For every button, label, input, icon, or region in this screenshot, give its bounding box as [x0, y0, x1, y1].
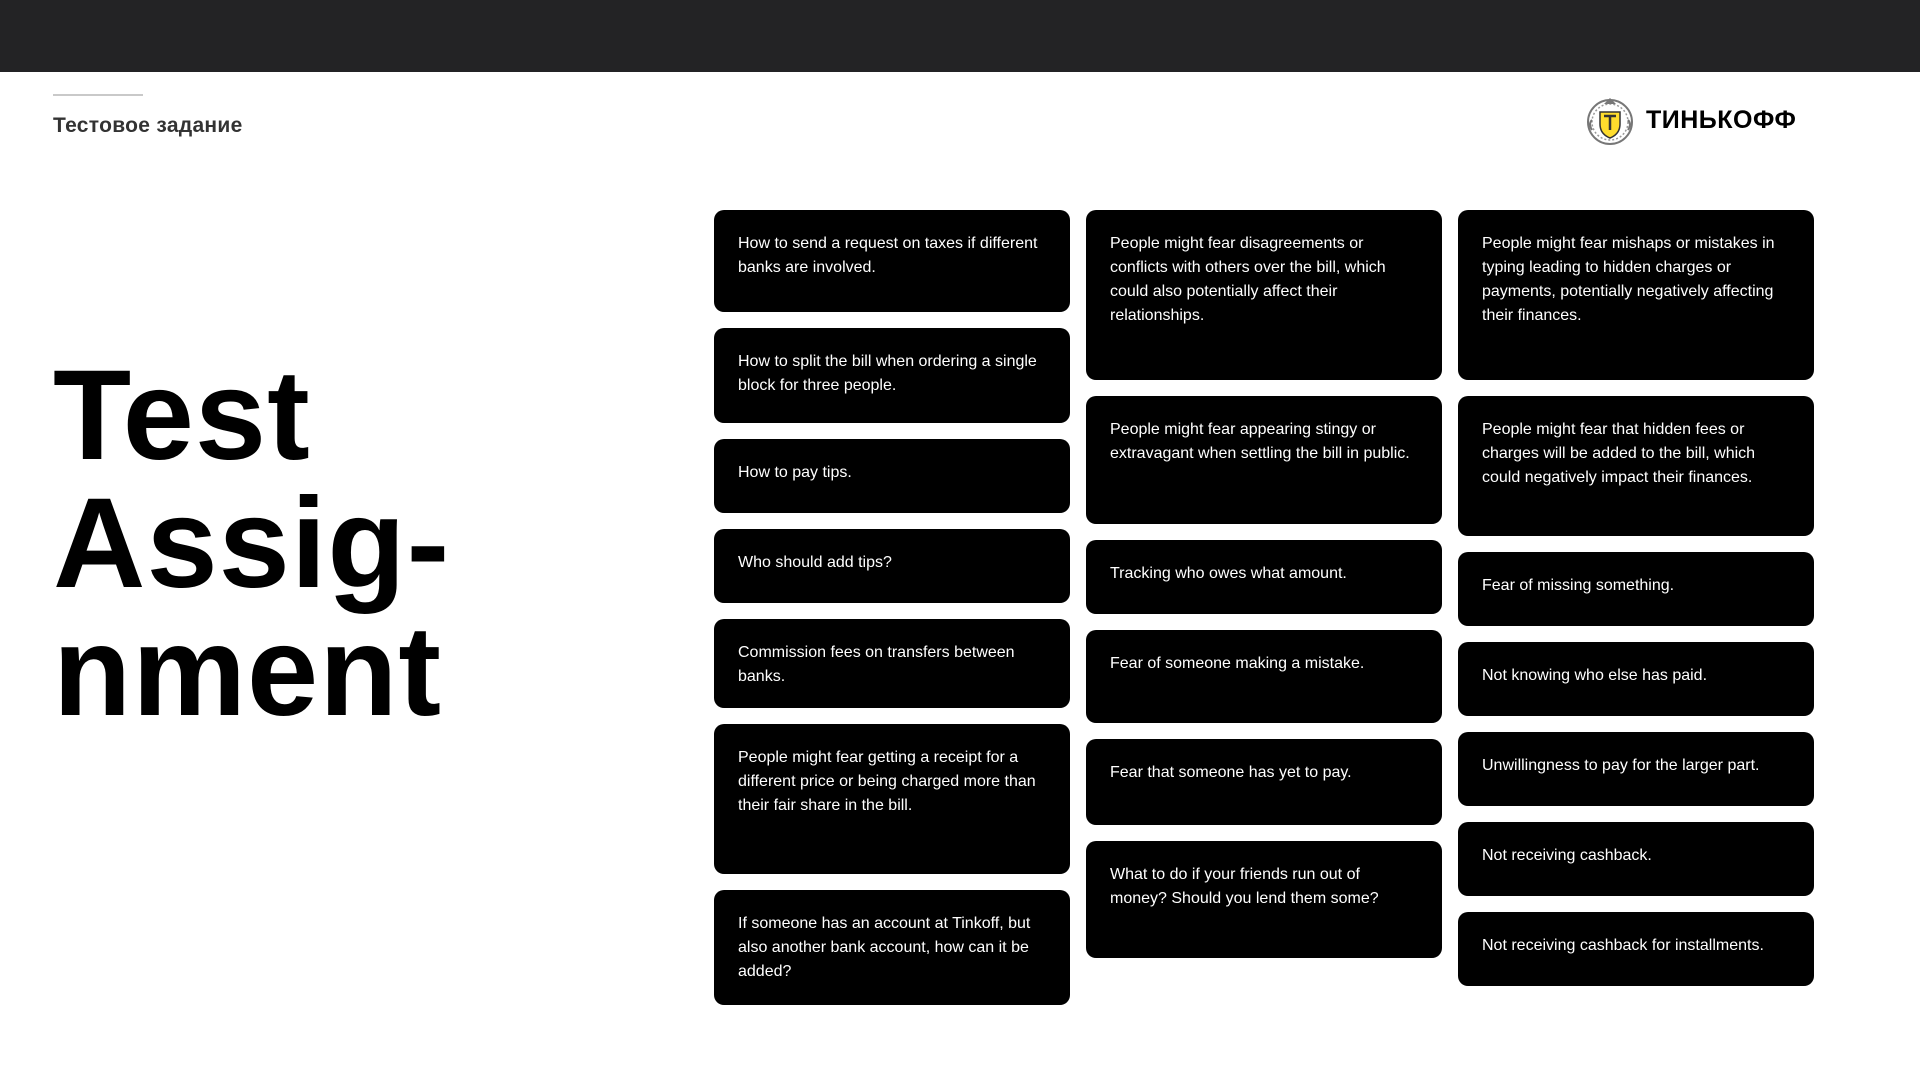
- logo-wordmark: ТИНЬКОФФ: [1646, 105, 1797, 134]
- pain-point-card: Fear that someone has yet to pay.: [1086, 739, 1442, 825]
- pain-point-card: Tracking who owes what amount.: [1086, 540, 1442, 614]
- pain-point-card: Not receiving cashback.: [1458, 822, 1814, 896]
- top-bar: [0, 0, 1920, 72]
- pain-point-card: Commission fees on transfers between banks.: [714, 619, 1070, 708]
- pain-point-card: People might fear appearing stingy or extravagant when settling the bill in public.: [1086, 396, 1442, 524]
- pain-point-card: Not receiving cashback for installments.: [1458, 912, 1814, 986]
- pain-point-card: How to send a request on taxes if different banks are involved.: [714, 210, 1070, 312]
- pain-points-column-1: [714, 210, 1070, 1005]
- pain-point-card: How to split the bill when ordering a single block for three people.: [714, 328, 1070, 423]
- title-line: Test: [53, 344, 311, 487]
- pain-point-card: How to pay tips.: [714, 439, 1070, 513]
- tinkoff-emblem-icon: [1582, 92, 1638, 148]
- pain-points-grid: [714, 210, 1814, 1005]
- pain-point-card: People might fear that hidden fees or charges will be added to the bill, which could negatively impact their finances.: [1458, 396, 1814, 536]
- slide-subtitle: Тестовое задание: [53, 114, 243, 137]
- pain-points-column-3: [1458, 210, 1814, 1005]
- pain-point-card: People might fear getting a receipt for a different price or being charged more than their fair share in the bill.: [714, 724, 1070, 874]
- title-line: Assig-: [53, 472, 451, 615]
- pain-point-card: Unwillingness to pay for the larger part.: [1458, 732, 1814, 806]
- pain-point-card: People might fear mishaps or mistakes in typing leading to hidden charges or payments, potentially negatively affecting their finances.: [1458, 210, 1814, 380]
- pain-point-card: People might fear disagreements or conflicts with others over the bill, which could also potentially affect their relationships.: [1086, 210, 1442, 380]
- title-line: nment: [53, 600, 442, 743]
- pain-point-card: Who should add tips?: [714, 529, 1070, 603]
- pain-point-card: What to do if your friends run out of money? Should you lend them some?: [1086, 841, 1442, 958]
- pain-point-card: Not knowing who else has paid.: [1458, 642, 1814, 716]
- tinkoff-logo: [1582, 92, 1796, 148]
- pain-points-column-2: [1086, 210, 1442, 1005]
- header-divider: [53, 94, 143, 96]
- slide-title: [53, 344, 451, 743]
- pain-point-card: Fear of someone making a mistake.: [1086, 630, 1442, 723]
- pain-point-card: Fear of missing something.: [1458, 552, 1814, 626]
- pain-point-card: If someone has an account at Tinkoff, but also another bank account, how can it be added?: [714, 890, 1070, 1005]
